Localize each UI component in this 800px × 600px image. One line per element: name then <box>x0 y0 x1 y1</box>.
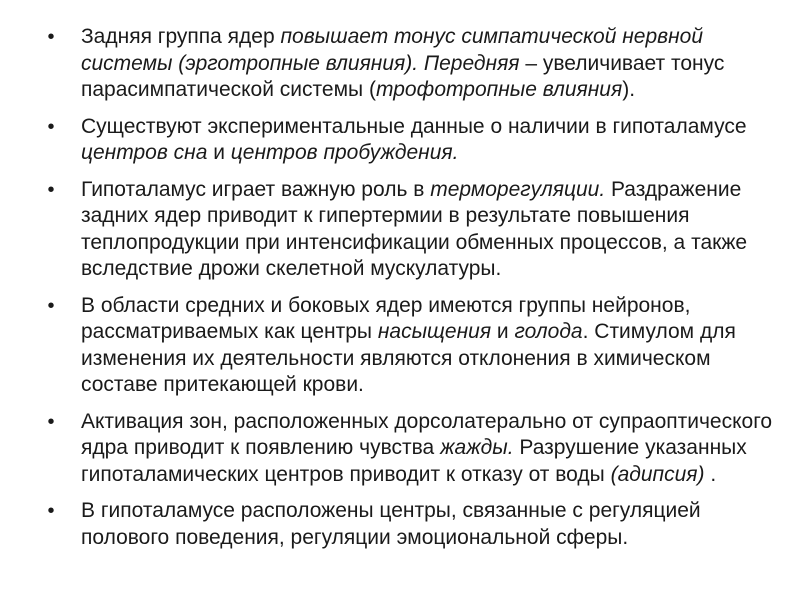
italic-segment: центров сна <box>81 141 208 164</box>
italic-segment: терморегуляции. <box>430 177 606 201</box>
italic-segment: насыщения <box>377 320 492 343</box>
text-segment: Раздражение задних ядер приводит к гипертермии в результате повышения теплопродукции при интенсификации обменных процессов, а также вследствие дрожи скелетной мускулатуры. <box>81 177 748 280</box>
bullet-item <box>44 409 774 489</box>
italic-segment: голода <box>514 320 583 343</box>
text-segment: В гипоталамусе расположены центры, связанные с регуляцией полового поведения, регуляции эмоциональной сферы. <box>81 499 701 549</box>
bullet-item <box>44 114 774 167</box>
text-segment: . <box>704 462 717 486</box>
bullet-marker: • <box>47 410 55 433</box>
italic-segment: (адипсия) <box>610 462 705 486</box>
bullet-text <box>81 25 724 101</box>
text-segment: – увеличивает тонус парасимпатической системы ( <box>81 51 725 101</box>
bullet-item <box>44 498 774 551</box>
bullet-text <box>81 294 736 397</box>
italic-segment: повышает тонус симпатической нервной системы (эрготропные влияния). Передняя <box>81 25 704 75</box>
bullet-marker: • <box>47 26 55 48</box>
text-segment: Задняя группа ядер <box>81 25 281 48</box>
text-segment: В области средних и боковых ядер имеются группы нейронов, рассматриваемых как центры <box>81 293 691 343</box>
bullet-text <box>81 410 772 486</box>
slide-content <box>44 24 774 561</box>
bullet-marker: • <box>47 294 55 317</box>
bullet-text <box>81 115 747 165</box>
bullet-text <box>81 499 701 549</box>
bullet-text <box>81 178 747 281</box>
text-segment: и <box>207 141 231 164</box>
bullet-marker: • <box>47 500 55 522</box>
text-segment: и <box>491 320 515 343</box>
italic-segment: трофотропные влияния <box>375 78 623 101</box>
text-segment: Разрушение указанных гипоталамических центров приводит к отказу от воды <box>81 436 747 486</box>
bullet-item <box>44 293 774 399</box>
text-segment: . Стимулом для изменения их деятельности являются отклонения в химическом составе притекающей крови. <box>81 320 736 396</box>
text-segment: ). <box>622 78 636 101</box>
text-segment: Существуют экспериментальные данные о наличии в гипоталамусе <box>81 114 747 138</box>
italic-segment: центров пробуждения. <box>230 141 459 164</box>
text-segment: Гипоталамус играет важную роль в <box>81 177 431 201</box>
bullet-list <box>44 24 774 551</box>
italic-segment: жажды. <box>440 436 514 459</box>
bullet-item <box>44 177 774 283</box>
bullet-marker: • <box>47 178 55 201</box>
text-segment: Активация зон, расположенных дорсолатерально от супраоптического ядра приводит к появлению чувства <box>81 409 773 459</box>
bullet-item <box>44 24 774 104</box>
bullet-marker: • <box>47 115 55 138</box>
